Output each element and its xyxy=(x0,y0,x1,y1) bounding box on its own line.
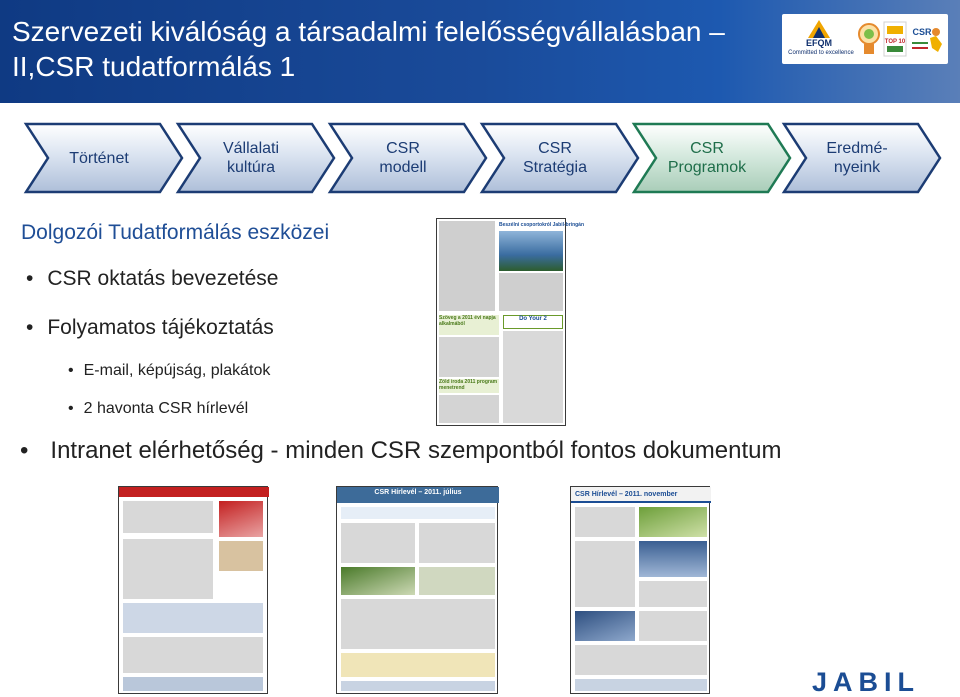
newsletter-text-column xyxy=(123,501,213,533)
newsletter-photo xyxy=(639,507,707,537)
newsletter-preview-2[interactable] xyxy=(118,486,268,694)
chevron-label: Eredmé- nyeink xyxy=(826,140,888,176)
newsletter-photo xyxy=(219,541,263,571)
newsletter-box-title: Szöveg a 2011 évi napja alkalmából xyxy=(439,315,499,335)
chevron-eredmenyeink[interactable] xyxy=(782,122,942,194)
award-seal-icon xyxy=(858,22,880,56)
newsletter-banner xyxy=(119,487,269,497)
newsletter-photo-strip xyxy=(123,603,263,633)
bullet-dot: • xyxy=(26,316,34,339)
newsletter-footer xyxy=(123,677,263,691)
newsletter-text-column xyxy=(503,331,563,423)
csr-badge-text: CSR xyxy=(912,27,932,37)
jabil-logo-text: JABIL xyxy=(811,667,921,697)
bullet-text: Folyamatos tájékoztatás xyxy=(47,316,274,339)
chevron-csr-modell[interactable] xyxy=(328,122,488,194)
sub-bullet-email xyxy=(68,362,270,380)
section-heading: Dolgozói Tudatformálás eszközei xyxy=(21,221,330,244)
bullet-dot: • xyxy=(26,267,34,290)
newsletter-text-column xyxy=(575,541,635,607)
newsletter-photo xyxy=(219,501,263,537)
newsletter-preview-3[interactable] xyxy=(336,486,498,694)
chevron-label: CSR modell xyxy=(379,140,427,176)
top10-badge-text: TOP 10 xyxy=(884,39,906,45)
newsletter-footer xyxy=(341,681,495,691)
newsletter-preview-4[interactable] xyxy=(570,486,710,694)
efqm-logo xyxy=(786,20,852,60)
newsletter-text-column xyxy=(575,507,635,537)
newsletter-text-column xyxy=(499,273,563,311)
bullet-dot: • xyxy=(68,362,74,379)
newsletter-photo xyxy=(575,611,635,641)
bullet-csr-oktatas xyxy=(26,267,278,291)
efqm-mark-icon xyxy=(808,20,830,38)
newsletter-text-column xyxy=(439,395,499,423)
newsletter-highlight xyxy=(341,653,495,677)
newsletter-photo xyxy=(419,567,495,595)
newsletter-text-column xyxy=(123,637,263,673)
slide-title: Szervezeti kiválóság a társadalmi felelősségvállalásban – II,CSR tudatformálás 1 xyxy=(12,16,725,82)
newsletter-photo xyxy=(639,541,707,577)
chevron-label: Történet xyxy=(69,149,129,167)
bullet-text: 2 havonta CSR hírlevél xyxy=(83,400,249,417)
csr-process-chevrons xyxy=(24,122,944,194)
newsletter-text-column xyxy=(419,523,495,563)
bullet-text: E-mail, képújság, plakátok xyxy=(83,362,271,379)
newsletter-preview-1[interactable] xyxy=(436,218,585,426)
partner-logos xyxy=(782,14,948,64)
bullet-dot: • xyxy=(20,437,29,464)
bullet-text: CSR oktatás bevezetése xyxy=(47,267,279,290)
newsletter-text-column xyxy=(341,599,495,649)
chevron-csr-strategia[interactable] xyxy=(480,122,640,194)
chevron-vallalati-kultura[interactable] xyxy=(176,122,336,194)
newsletter-box-title: Zöld iroda 2011 program menetrend xyxy=(439,379,498,391)
jabil-logo xyxy=(776,667,956,697)
newsletter-text-column xyxy=(639,581,707,607)
sub-bullet-hirlevel xyxy=(68,400,248,418)
efqm-name: EFQM xyxy=(806,38,832,48)
bullet-folyamatos-tajekoztatas xyxy=(26,316,274,340)
newsletter-text-column xyxy=(341,523,415,563)
newsletter-photo xyxy=(341,567,415,595)
efqm-tagline: Committed to excellence xyxy=(788,50,854,56)
slide-header xyxy=(0,0,960,103)
newsletter-text-column xyxy=(439,337,499,377)
csr-hungary-badge-icon xyxy=(910,22,944,56)
chevron-label: CSR Stratégia xyxy=(522,140,588,176)
newsletter-text-column xyxy=(575,645,707,675)
newsletter-headline: Beszélni csoportokról Jabil-bringán xyxy=(499,222,585,228)
chevron-label: CSR Programok xyxy=(667,140,747,176)
chevron-label: Vállalati kultúra xyxy=(222,140,280,176)
newsletter-banner-title: CSR Hírlevél – 2011. július xyxy=(374,489,462,496)
newsletter-text-column xyxy=(123,539,213,599)
newsletter-do-your-2-badge: Do Your 2 xyxy=(503,315,563,329)
chevron-tortenet[interactable] xyxy=(24,122,184,194)
newsletter-intro xyxy=(341,507,495,519)
newsletter-banner-title: CSR Hírlevél – 2011. november xyxy=(575,491,678,498)
newsletter-text-column xyxy=(439,221,495,311)
chevron-csr-programok[interactable] xyxy=(632,122,792,194)
top10-badge-icon xyxy=(884,22,906,56)
bullet-dot: • xyxy=(68,400,74,417)
bullet-text: Intranet elérhetőség - minden CSR szempontból fontos dokumentum xyxy=(50,437,782,464)
newsletter-text-column xyxy=(639,611,707,641)
newsletter-photo xyxy=(499,231,563,271)
newsletter-footer xyxy=(575,679,707,691)
bullet-intranet xyxy=(20,437,781,465)
